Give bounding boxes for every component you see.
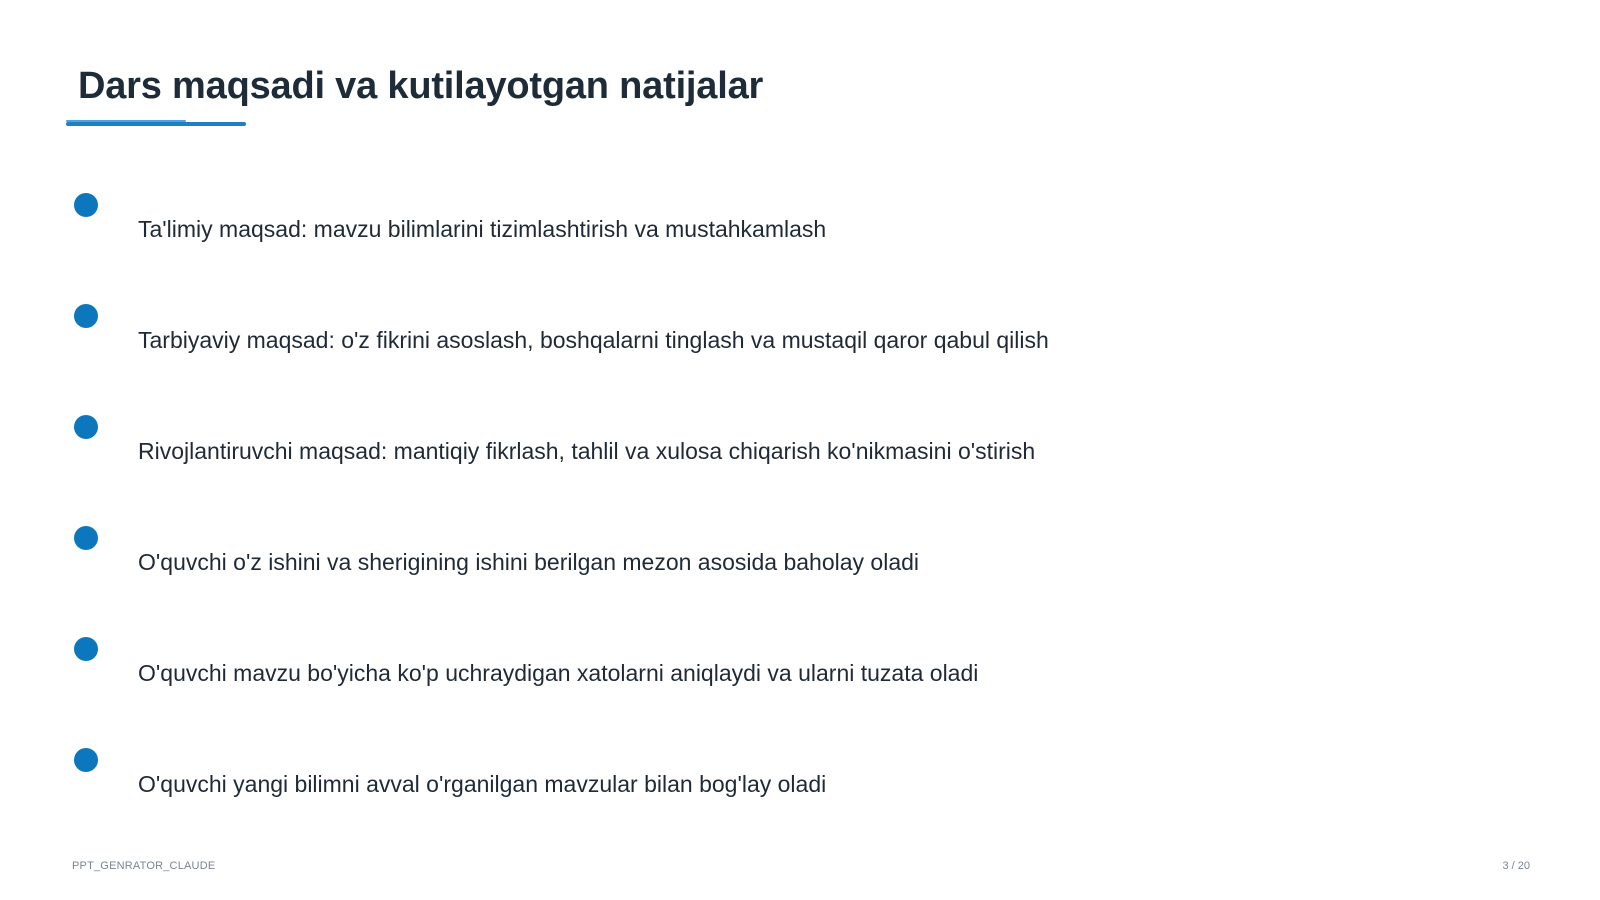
- list-item: [0, 748, 1500, 828]
- list-item: [0, 304, 1500, 384]
- slide-title: Dars maqsadi va kutilayotgan natijalar: [78, 65, 764, 107]
- bullet-dot-icon: [74, 193, 98, 217]
- list-item: [0, 415, 1500, 495]
- bullet-dot-icon: [74, 748, 98, 772]
- bullet-dot-icon: [74, 304, 98, 328]
- bullet-dot-icon: [74, 415, 98, 439]
- list-item: [0, 193, 1500, 273]
- bullet-text: Tarbiyaviy maqsad: o'z fikrini asoslash, boshqalarni tinglash va mustaqil qaror qabul qilish: [138, 327, 1049, 353]
- bullet-dot-icon: [74, 637, 98, 661]
- bullet-text: O'quvchi o'z ishini va sherigining ishini berilgan mezon asosida baholay oladi: [138, 549, 920, 575]
- footer-brand: PPT_GENRATOR_CLAUDE: [72, 860, 216, 872]
- bullet-text: O'quvchi mavzu bo'yicha ko'p uchraydigan xatolarni aniqlaydi va ularni tuzata oladi: [138, 660, 979, 686]
- list-item: [0, 526, 1500, 606]
- bullet-text: O'quvchi yangi bilimni avval o'rganilgan mavzular bilan bog'lay oladi: [138, 771, 827, 797]
- bullet-dot-icon: [74, 526, 98, 550]
- bullet-text: Ta'limiy maqsad: mavzu bilimlarini tizimlashtirish va mustahkamlash: [138, 216, 827, 242]
- page-indicator: 3 / 20: [1502, 860, 1530, 872]
- list-item: [0, 637, 1500, 717]
- bullet-text: Rivojlantiruvchi maqsad: mantiqiy fikrlash, tahlil va xulosa chiqarish ko'nikmasini o'stirish: [138, 438, 1036, 464]
